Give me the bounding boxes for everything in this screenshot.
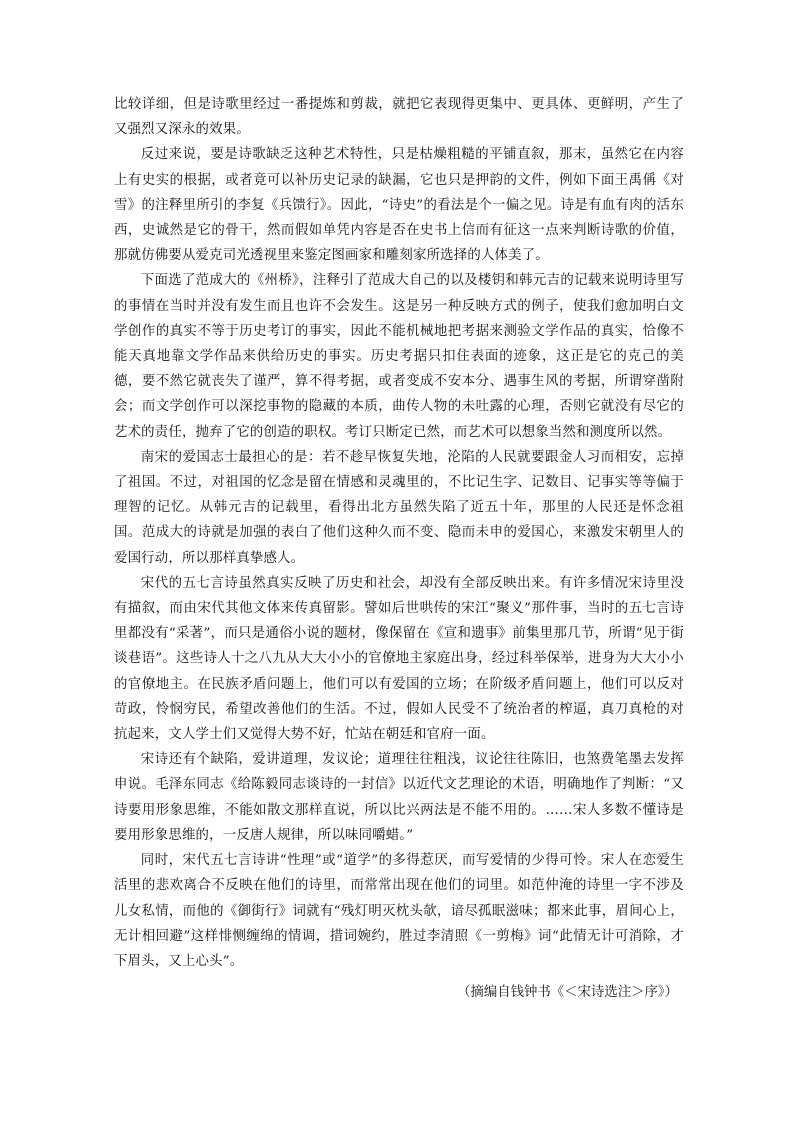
paragraph-1: 比较详细，但是诗歌里经过一番提炼和剪裁，就把它表现得更集中、更具体、更鲜明，产生了又强烈又深永的效果。 (114, 97, 684, 138)
source-attribution: （摘编自钱钟书《＜宋诗选注＞序》） (457, 985, 678, 1001)
document-page (114, 92, 684, 1005)
paragraph-6: 宋诗还有个缺陷，爱讲道理，发议论；道理往往粗浅，议论往往陈旧，也煞费笔墨去发挥申说。毛泽东同志《给陈毅同志谈诗的一封信》以近代文艺理论的术语，明确地作了判断：“又诗要用形象思维，不能如散文那样直说，所以比兴两法是不能不用的。……宋人多数不懂诗是要用形象思维的，一反唐人规律，所以味同嚼蜡。” (114, 752, 684, 843)
paragraph-2: 反过来说，要是诗歌缺乏这种艺术特性，只是枯燥粗糙的平铺直叙，那末，虽然它在内容上有史实的根据，或者竟可以补历史记录的缺漏，它也只是押韵的文件，例如下面王禹偁《对雪》的注释里所引的李复《兵馈行》。因此，“诗史”的看法是个一偏之见。诗是有血有肉的活东西，史诚然是它的骨干，然而假如单凭内容是否在史书上信而有征这一点来判断诗歌的价值，那就仿佛要从爱克司光透视里来鉴定图画家和雕刻家所选择的人体美了。 (114, 147, 684, 264)
paragraph-5: 宋代的五七言诗虽然真实反映了历史和社会，却没有全部反映出来。有许多情况宋诗里没有描叙，而由宋代其他文体来传真留影。譬如后世哄传的宋江“聚义”那件事，当时的五七言诗里都没有“采著”，而只是通俗小说的题材，像保留在《宣和遗事》前集里那几节，所谓“见于街谈巷语”。这些诗人十之八九从大大小小的官僚地主家庭出身，经过科举保举，进身为大大小小的官僚地主。在民族矛盾问题上，他们可以有爱国的立场；在阶级矛盾问题上，他们可以反对苛政，怜悯穷民，希望改善他们的生活。不过，假如人民受不了统治者的榨逼，真刀真枪的对抗起来，文人学士们又觉得大势不好，忙站在朝廷和官府一面。 (114, 575, 684, 743)
paragraph-3: 下面选了范成大的《州桥》，注释引了范成大自己的以及楼钥和韩元吉的记载来说明诗里写的事情在当时并没有发生而且也许不会发生。这是另一种反映方式的例子，使我们愈加明白文学创作的真实不等于历史考订的事实，因此不能机械地把考据来测验文学作品的真实，恰像不能天真地靠文学作品来供给历史的事实。历史考据只扣住表面的迹象，这正是它的克己的美德，要不然它就丧失了谨严，算不得考据，或者变成不安本分、遇事生风的考据，所谓穿凿附会；而文学创作可以深挖事物的隐藏的本质，曲传人物的未吐露的心理，否则它就没有尽它的艺术的责任，抛弃了它的创造的职权。考订只断定已然，而艺术可以想象当然和测度所以然。 (114, 273, 684, 440)
paragraph-7: 同时，宋代五七言诗讲“性理”或“道学”的多得惹厌，而写爱情的少得可怜。宋人在恋爱生活里的悲欢离合不反映在他们的诗里，而常常出现在他们的词里。如范仲淹的诗里一字不涉及儿女私情，而他的《御街行》词就有“残灯明灭枕头欹，谙尽孤眠滋味；都来此事，眉间心上，无计相回避”这样悱恻缠绵的情调，措词婉约，胜过李清照《一剪梅》词“此情无计可消除，才下眉头，又上心头”。 (114, 853, 684, 969)
paragraph-4: 南宋的爱国志士最担心的是：若不趁早恢复失地，沦陷的人民就要跟金人习而相安，忘掉了祖国。不过，对祖国的忆念是留在情感和灵魂里的，不比记生字、记数目、记事实等等偏于理智的记忆。从韩元吉的记载里，看得出北方虽然失陷了近五十年，那里的人民还是怀念祖国。范成大的诗就是加强的表白了他们这种久而不变、隐而未申的爱国心，来激发宋朝里人的爱国行动，所以那样真挚感人。 (114, 449, 684, 566)
